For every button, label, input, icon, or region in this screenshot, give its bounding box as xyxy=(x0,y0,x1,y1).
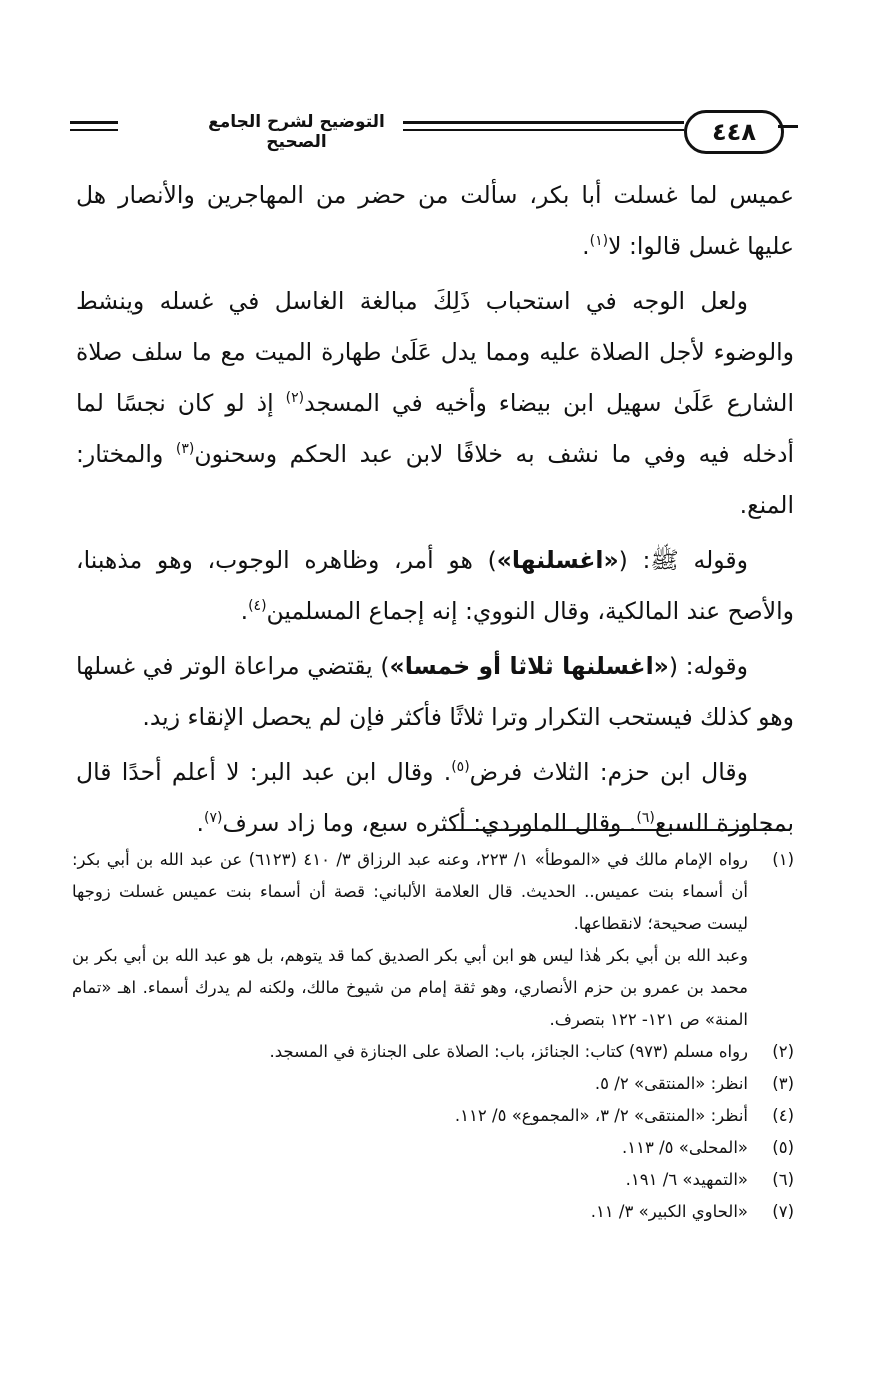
footnote-number: (٦) xyxy=(772,1170,794,1189)
footnote xyxy=(72,1196,794,1228)
footnote-text: رواه مسلم (٩٧٣) كتاب: الجنائز، باب: الصلاة على الجنازة في المسجد. xyxy=(269,1042,748,1061)
paragraph: وقوله ﷺ: («اغسلنها») هو أمر، وظاهره الوجوب، وهو مذهبنا، والأصح عند المالكية، وقال النووي: إنه إجماع المسلمين$^{(٤)}$. xyxy=(76,546,794,625)
paragraph: عميس لما غسلت أبا بكر، سألت من حضر من المهاجرين والأنصار هل عليها غسل قالوا: لا$^{(١)}$. xyxy=(76,181,794,260)
footnote-text: «التمهيد» ٦/ ١٩١. xyxy=(625,1170,748,1189)
footnote xyxy=(72,1068,794,1100)
main-text xyxy=(76,170,794,853)
paragraph: وقوله: («اغسلنها ثلاثا أو خمسا») يقتضي مراعاة الوتر في غسلها وهو كذلك فيستحب التكرار وترا ثلاثًا فأكثر فإن لم يحصل الإنقاء زيد. xyxy=(76,652,794,731)
footnote-number: (٣) xyxy=(772,1074,794,1093)
footnote-text: انظر: «المنتقى» ٢/ ٥. xyxy=(594,1074,748,1093)
footnote xyxy=(72,1100,794,1132)
footnote-text: أنظر: «المنتقى» ٢/ ٣، «المجموع» ٥/ ١١٢. xyxy=(454,1106,748,1125)
footnote-number: (١) xyxy=(772,850,794,869)
footnote-number: (٢) xyxy=(772,1042,794,1061)
footnote-text: «المحلى» ٥/ ١١٣. xyxy=(622,1138,748,1157)
page-number: ٤٤٨ xyxy=(684,110,784,154)
header-rule-left xyxy=(70,121,118,124)
paragraph: ولعل الوجه في استحباب ذَلِكَ مبالغة الغاسل في غسله وينشط والوضوء لأجل الصلاة عليه ومما يدل عَلَىٰ طهارة الميت مع ما سلف صلاة الشارع عَلَىٰ سهيل ابن بيضاء وأخيه في المسجد$^{(٢)}$ إذ لو كان نجسًا لما أدخله فيه وفي ما نشف به خلافًا لابن عبد الحكم وسحنون$^{(٣)}$ والمختار: المنع. xyxy=(76,287,795,519)
running-title: التوضيح لشرح الجامع الصحيح xyxy=(208,112,385,152)
header-rule-right xyxy=(778,125,798,128)
paragraph: وقال ابن حزم: الثلاث فرض$^{(٥)}$. وقال ابن عبد البر: لا أعلم أحدًا قال بمجاوزة السبع$^{(٦)}$. وقال الماوردي: أكثره سبع، وما زاد سرف$^{(٧)}$. xyxy=(76,758,794,837)
footnote-number: (٤) xyxy=(772,1106,794,1125)
footnote-number: (٥) xyxy=(772,1138,794,1157)
footnote-text: «الحاوي الكبير» ٣/ ١١. xyxy=(590,1202,748,1221)
page-header xyxy=(70,104,798,156)
header-rule-middle xyxy=(403,121,684,124)
footnote xyxy=(72,1036,794,1068)
footnotes xyxy=(72,844,794,1228)
header-rule-left-thin xyxy=(70,129,118,131)
footnote-text: رواه الإمام مالك في «الموطأ» ١/ ٢٢٣، وعنه عبد الرزاق ٣/ ٤١٠ (٦١٢٣) عن عبد الله بن أبي بكر: أن أسماء بنت عميس.. الحديث. قال العلامة الألباني: قصة أن أسماء بنت عميس غسلت زوجها ليست صحيحة؛ لانقطاعها. xyxy=(72,850,749,933)
footnote-number: (٧) xyxy=(772,1202,794,1221)
footnote xyxy=(72,1132,794,1164)
footnote xyxy=(72,1164,794,1196)
header-rule-middle-thin xyxy=(403,129,684,131)
footnote xyxy=(72,844,794,940)
footnote-separator xyxy=(445,829,790,831)
footnote-continuation: وعبد الله بن أبي بكر هٰذا ليس هو ابن أبي بكر الصديق كما قد يتوهم، بل هو عبد الله بن أبي بكر بن محمد بن عمرو بن حزم الأنصاري، وهو ثقة إمام من شيوخ مالك، ولكنه لم يدرك أسماء. اهـ «تمام المنة» ص ١٢١- ١٢٢ بتصرف. xyxy=(72,946,748,1029)
